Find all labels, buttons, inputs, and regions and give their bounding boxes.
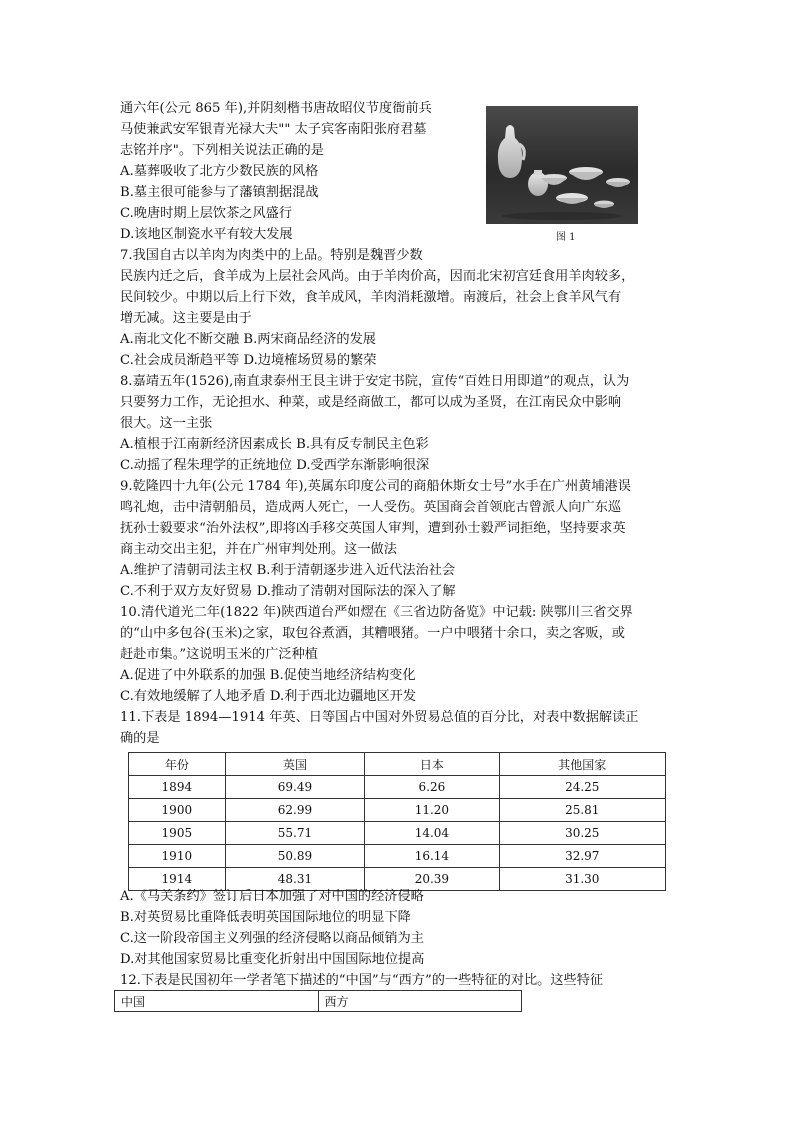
line-29: 11.下表是 1894—1914 年英、日等国占中国对外贸易总值的百分比，对表中数据解读正 bbox=[120, 710, 639, 725]
option-c: C.晚唐时期上层饮茶之风盛行 bbox=[120, 206, 293, 221]
q12-stem: 12.下表是民国初年一学者笔下描述的“中国”与“西方”的一些特征的对比。这些特征 bbox=[120, 973, 604, 988]
table-cell: 14.04 bbox=[365, 822, 499, 845]
table-cell: 16.14 bbox=[365, 845, 499, 868]
line-8: 民族内迁之后，食羊成为上层社会风尚。由于羊肉价高，因而北宋初宫廷食用羊肉较多， bbox=[120, 269, 635, 284]
line-12: C.社会成员渐趋平等 D.边境榷场贸易的繁荣 bbox=[120, 353, 377, 368]
line-25: 的“山中多包谷(玉米)之家，取包谷煮酒，其糟喂猪。一户中喂猪十余口，卖之客贩，或 bbox=[120, 626, 625, 641]
ceramics-illustration bbox=[486, 106, 638, 224]
table-cell: 25.81 bbox=[499, 799, 665, 822]
table-row bbox=[129, 845, 666, 868]
line-10: 增无减。这主要是由于 bbox=[120, 311, 252, 326]
header-cell: 英国 bbox=[225, 753, 365, 776]
table-cell: 30.25 bbox=[499, 822, 665, 845]
header-cell: 年份 bbox=[129, 753, 226, 776]
table-cell: 1894 bbox=[129, 776, 226, 799]
table-cell: 31.30 bbox=[499, 868, 665, 891]
header-cell: 其他国家 bbox=[499, 753, 665, 776]
header-cell: 日本 bbox=[365, 753, 499, 776]
q11-option-b: B.对英贸易比重降低表明英国国际地位的明显下降 bbox=[120, 910, 411, 925]
table-cell: 11.20 bbox=[365, 799, 499, 822]
line-15: 很大。这一主张 bbox=[120, 416, 213, 431]
table-row bbox=[129, 822, 666, 845]
line-0: 通六年(公元 865 年),并阴刻楷书唐故昭仪节度衙前兵 bbox=[120, 101, 432, 116]
table-cell: 62.99 bbox=[225, 799, 365, 822]
q11-option-c: C.这一阶段帝国主义列强的经济侵略以商品倾销为主 bbox=[120, 931, 424, 946]
table-cell: 20.39 bbox=[365, 868, 499, 891]
header-cell: 西方 bbox=[318, 991, 522, 1012]
header-cell: 中国 bbox=[115, 991, 319, 1012]
line-26: 赶赴市集。”这说明玉米的广泛种植 bbox=[120, 647, 318, 662]
table-cell: 1914 bbox=[129, 868, 226, 891]
line-13: 8.嘉靖五年(1526),南直隶泰州王艮主讲于安定书院，宣传“百姓日用即道”的观点，认为 bbox=[120, 374, 630, 389]
option-a: A.墓葬吸收了北方少数民族的风格 bbox=[120, 164, 319, 179]
line-9: 民间较少。中期以后上行下效，食羊成风，羊肉消耗激增。南渡后，社会上食羊风气有 bbox=[120, 290, 622, 305]
table-cell: 48.31 bbox=[225, 868, 365, 891]
table-header-row bbox=[115, 991, 522, 1012]
line-19: 鸣礼炮，击中清朝船员，造成两人死亡，一人受伤。英国商会首领庇古曾派人向广东巡 bbox=[120, 500, 622, 515]
table-row bbox=[129, 799, 666, 822]
q11-option-d: D.对其他国家贸易比重变化折射出中国国际地位提高 bbox=[120, 952, 425, 967]
line-28: C.有效地缓解了人地矛盾 D.利于西北边疆地区开发 bbox=[120, 689, 417, 704]
trade-share-table bbox=[128, 752, 666, 891]
table-header-row bbox=[129, 753, 666, 776]
q11-option-a: A.《马关条约》签订后日本加强了对中国的经济侵略 bbox=[120, 889, 424, 904]
table-cell: 1905 bbox=[129, 822, 226, 845]
table-cell: 6.26 bbox=[365, 776, 499, 799]
option-d: D.该地区制瓷水平有较大发展 bbox=[120, 227, 293, 242]
line-7: 7.我国自古以羊肉为肉类中的上品。特别是魏晋少数 bbox=[120, 248, 423, 263]
table-cell: 69.49 bbox=[225, 776, 365, 799]
line-21: 商主动交出主犯，并在广州审判处刑。这一做法 bbox=[120, 542, 397, 557]
line-20: 抚孙士毅要求“治外法权”,即将凶手移交英国人审判，遭到孙士毅严词拒绝，坚持要求英 bbox=[120, 521, 626, 536]
table-cell: 55.71 bbox=[225, 822, 365, 845]
line-2: 志铭并序"。下列相关说法正确的是 bbox=[120, 143, 324, 158]
table-cell: 24.25 bbox=[499, 776, 665, 799]
line-1: 马使兼武安军银青光禄大夫"" 太子宾客南阳张府君墓 bbox=[120, 122, 427, 137]
line-23: C.不利于双方友好贸易 D.推动了清朝对国际法的深入了解 bbox=[120, 584, 456, 599]
line-17: C.动摇了程朱理学的正统地位 D.受西学东渐影响很深 bbox=[120, 458, 430, 473]
figure-caption: 图 1 bbox=[556, 232, 576, 243]
table-row bbox=[129, 776, 666, 799]
table-cell: 32.97 bbox=[499, 845, 665, 868]
line-18: 9.乾隆四十九年(公元 1784 年),英属东印度公司的商船休斯女士号”水手在广州黄埔港误 bbox=[120, 479, 631, 494]
line-11: A.南北文化不断交融 B.两宋商品经济的发展 bbox=[120, 332, 376, 347]
comparison-table bbox=[114, 990, 522, 1012]
line-16: A.植根于江南新经济因素成长 B.具有反专制民主色彩 bbox=[120, 437, 429, 452]
table-cell: 1910 bbox=[129, 845, 226, 868]
line-27: A.促进了中外联系的加强 B.促使当地经济结构变化 bbox=[120, 668, 416, 683]
option-b: B.墓主很可能参与了藩镇割据混战 bbox=[120, 185, 319, 200]
line-30: 确的是 bbox=[120, 731, 160, 746]
table-cell: 50.89 bbox=[225, 845, 365, 868]
line-14: 只要努力工作，无论担水、种菜，或是经商做工，都可以成为圣贤，在江南民众中影响 bbox=[120, 395, 622, 410]
table-cell: 1900 bbox=[129, 799, 226, 822]
line-22: A.维护了清朝司法主权 B.利于清朝逐步进入近代法治社会 bbox=[120, 563, 456, 578]
figure-ceramics-photo bbox=[486, 106, 638, 224]
line-24: 10.清代道光二年(1822 年)陕西道台严如熤在《三省边防备览》中记载: 陕鄂川三省交界 bbox=[120, 605, 633, 620]
